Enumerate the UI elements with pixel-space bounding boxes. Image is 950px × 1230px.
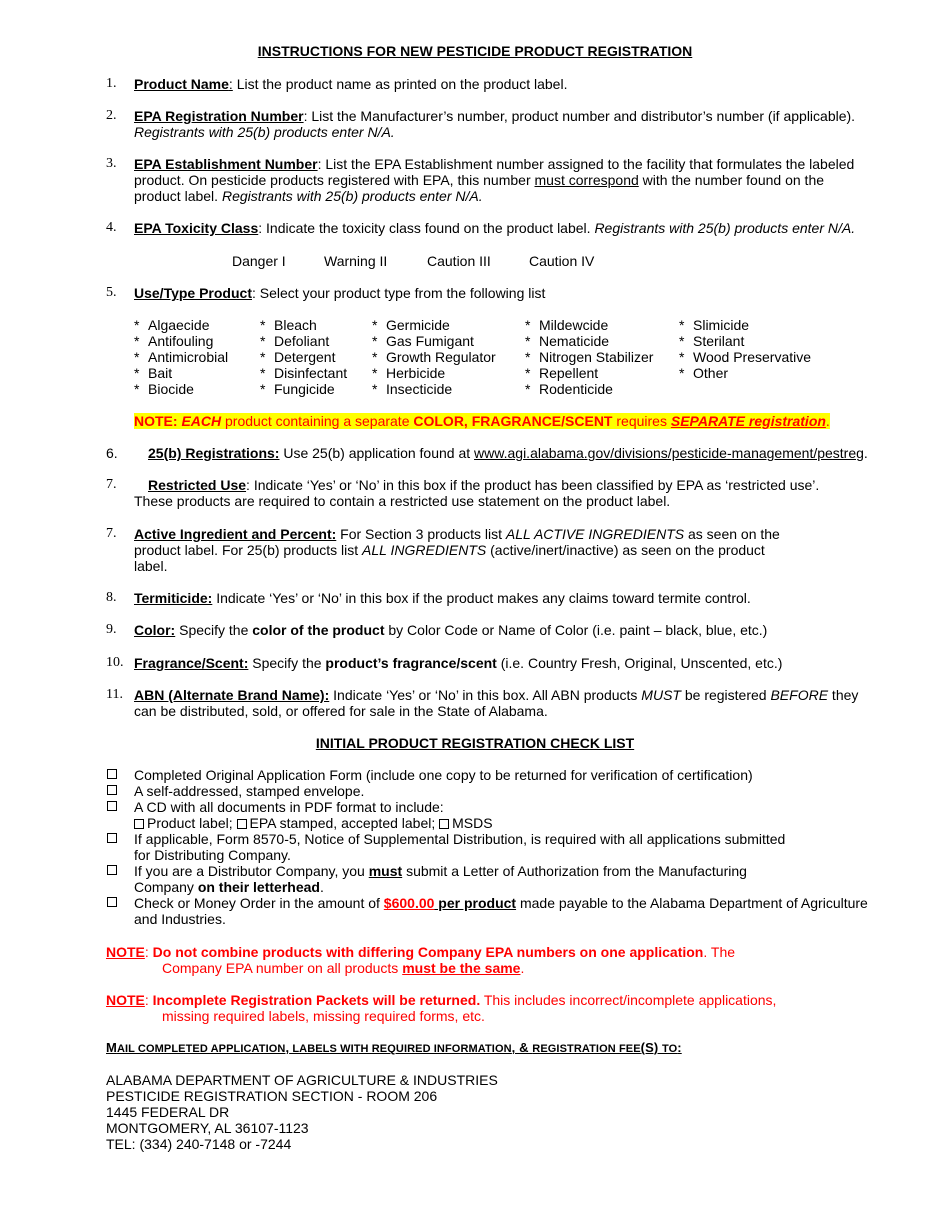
mail-heading: MAIL COMPLETED APPLICATION, LABELS WITH REQUIRED INFORMATION, & REGISTRATION FEE(S) TO: <box>106 1040 682 1055</box>
list-item: * Mildewcide <box>525 317 609 333</box>
checklist-item: A CD with all documents in PDF format to include: <box>134 799 444 815</box>
item-termiticide: Termiticide: Indicate ‘Yes’ or ‘No’ in this box if the product makes any claims toward termite control. <box>134 590 751 606</box>
item-number: 9. <box>106 622 117 637</box>
item-use-type-product: Use/Type Product: Select your product type from the following list <box>134 285 546 301</box>
list-item: * Slimicide <box>679 317 750 333</box>
item-epa-establishment-number: EPA Establishment Number: List the EPA Establishment number assigned to the facility that formulates the labeled <box>134 156 855 172</box>
checklist-title: INITIAL PRODUCT REGISTRATION CHECK LIST <box>315 735 635 751</box>
checkbox[interactable] <box>107 801 117 811</box>
list-item: * Disinfectant <box>260 365 348 381</box>
item-text-line: can be distributed, sold, or offered for sale in the State of Alabama. <box>134 703 548 719</box>
item-number: 8. <box>106 590 117 605</box>
item-number: 11. <box>106 687 123 702</box>
pestreg-link[interactable]: www.agi.alabama.gov/divisions/pesticide-management/pestreg <box>474 445 864 461</box>
item-label: Restricted Use <box>148 477 247 493</box>
item-epa-toxicity-class: EPA Toxicity Class: Indicate the toxicity class found on the product label. Registrants with 25(b) products enter N/A. <box>134 220 856 236</box>
item-number: 7. <box>106 526 117 541</box>
list-item: * Sterilant <box>679 333 745 349</box>
list-item: * Bleach <box>260 317 317 333</box>
item-active-ingredient: Active Ingredient and Percent: For Section 3 products list ALL ACTIVE INGREDIENTS as seen on the <box>134 526 780 542</box>
checkbox[interactable] <box>439 819 449 829</box>
item-abn: ABN (Alternate Brand Name): Indicate ‘Yes’ or ‘No’ in this box. All ABN products MUST be registered BEFORE they <box>134 687 859 703</box>
list-item: * Germicide <box>372 317 450 333</box>
item-label: Termiticide: <box>134 590 213 606</box>
product-type-column <box>260 317 347 397</box>
page-title: INSTRUCTIONS FOR NEW PESTICIDE PRODUCT REGISTRATION <box>257 43 693 59</box>
list-item: * Detergent <box>260 349 336 365</box>
item-text-line: product label. Registrants with 25(b) products enter N/A. <box>134 188 483 204</box>
address-line: MONTGOMERY, AL 36107-1123 <box>106 1120 309 1136</box>
list-item: * Insecticide <box>372 381 453 397</box>
address-line: PESTICIDE REGISTRATION SECTION - ROOM 206 <box>106 1088 438 1104</box>
list-item: * Biocide <box>134 381 194 397</box>
item-text-line: product. On pesticide products registered with EPA, this number must correspond with the number found on the <box>134 172 825 188</box>
item-note: Registrants with 25(b) products enter N/A. <box>134 124 395 140</box>
checklist-item: Completed Original Application Form (include one copy to be returned for verification of certification) <box>134 767 753 783</box>
toxicity-class-warning: Warning II <box>324 253 388 269</box>
item-product-name: Product Name: List the product name as printed on the product label. <box>134 76 568 92</box>
product-type-column <box>372 317 496 397</box>
list-item: * Algaecide <box>134 317 210 333</box>
checklist-item-line: for Distributing Company. <box>134 847 291 863</box>
list-item: * Nitrogen Stabilizer <box>525 349 654 365</box>
note-incomplete-packets: NOTE: Incomplete Registration Packets will be returned. This includes incorrect/incomplete applications, <box>106 992 777 1008</box>
item-label: 25(b) Registrations: <box>148 445 280 461</box>
toxicity-class-caution-iii: Caution III <box>427 253 491 269</box>
list-item: * Repellent <box>525 365 599 381</box>
note-line: Company EPA number on all products must be the same. <box>162 960 525 976</box>
list-item: * Herbicide <box>372 365 446 381</box>
product-type-column <box>679 317 811 381</box>
checklist-item-line: Company on their letterhead. <box>134 879 324 895</box>
list-item: * Gas Fumigant <box>372 333 474 349</box>
item-label: Use/Type Product <box>134 285 252 301</box>
item-label: Fragrance/Scent: <box>134 655 249 671</box>
list-item: * Wood Preservative <box>679 349 812 365</box>
product-type-column <box>134 317 228 397</box>
checklist-item: If you are a Distributor Company, you must submit a Letter of Authorization from the Manufacturing <box>134 863 747 879</box>
checkbox[interactable] <box>237 819 247 829</box>
item-25b-registrations: 25(b) Registrations: Use 25(b) application found at www.agi.alabama.gov/divisions/pesticide-management/pestreg. <box>148 445 868 461</box>
item-label: EPA Establishment Number <box>134 156 318 172</box>
item-text-line: product label. For 25(b) products list ALL INGREDIENTS (active/inert/inactive) as seen on the product <box>134 542 765 558</box>
checkbox[interactable] <box>107 897 117 907</box>
note-epa-numbers: NOTE: Do not combine products with differing Company EPA numbers on one application. The <box>106 944 736 960</box>
checkbox[interactable] <box>107 769 117 779</box>
item-number: 2. <box>106 108 117 123</box>
item-label: EPA Registration Number <box>134 108 304 124</box>
item-text-line: These products are required to contain a restricted use statement on the product label. <box>134 493 671 509</box>
address-line: ALABAMA DEPARTMENT OF AGRICULTURE & INDUSTRIES <box>106 1072 498 1088</box>
item-number: 6. <box>106 445 118 461</box>
item-number: 5. <box>106 285 117 300</box>
list-item: * Growth Regulator <box>372 349 496 365</box>
address-line: 1445 FEDERAL DR <box>106 1104 230 1120</box>
list-item: * Bait <box>134 365 173 381</box>
item-fragrance-scent: Fragrance/Scent: Specify the product’s fragrance/scent (i.e. Country Fresh, Original, Unscented, etc.) <box>134 655 783 671</box>
item-label: Active Ingredient and Percent: <box>134 526 337 542</box>
item-color: Color: Specify the color of the product by Color Code or Name of Color (i.e. paint – black, blue, etc.) <box>134 622 768 638</box>
item-restricted-use: Restricted Use: Indicate ‘Yes’ or ‘No’ in this box if the product has been classified by EPA as ‘restricted use’. <box>148 477 820 493</box>
item-number: 10. <box>106 655 124 670</box>
list-item: * Rodenticide <box>525 381 613 397</box>
item-text-line: label. <box>134 558 168 574</box>
checkbox[interactable] <box>107 833 117 843</box>
list-item: * Nematicide <box>525 333 610 349</box>
item-number: 3. <box>106 156 117 171</box>
checklist-item: If applicable, Form 8570-5, Notice of Supplemental Distribution, is required with all applications submitted <box>134 831 786 847</box>
phone-line: TEL: (334) 240-7148 or -7244 <box>106 1136 292 1152</box>
item-epa-registration-number: EPA Registration Number: List the Manufacturer’s number, product number and distributor’s number (if applicable). <box>134 108 856 124</box>
checklist-item-line: and Industries. <box>134 911 226 927</box>
checklist-item: A self-addressed, stamped envelope. <box>134 783 365 799</box>
toxicity-class-caution-iv: Caution IV <box>529 253 595 269</box>
list-item: * Antifouling <box>134 333 214 349</box>
item-label: ABN (Alternate Brand Name): <box>134 687 330 703</box>
list-item: * Antimicrobial <box>134 349 229 365</box>
note-line: missing required labels, missing required forms, etc. <box>162 1008 485 1024</box>
item-label: Color: <box>134 622 176 638</box>
product-type-column <box>525 317 653 397</box>
list-item: * Other <box>679 365 729 381</box>
list-item: * Defoliant <box>260 333 330 349</box>
checkbox[interactable] <box>134 819 144 829</box>
list-item: * Fungicide <box>260 381 335 397</box>
checkbox[interactable] <box>107 785 117 795</box>
checkbox[interactable] <box>107 865 117 875</box>
item-label: Product Name <box>134 76 229 92</box>
fee-amount: $600.00 <box>383 895 435 911</box>
item-label: EPA Toxicity Class <box>134 220 259 236</box>
checklist-subitems: Product label; EPA stamped, accepted label; MSDS <box>134 815 493 831</box>
toxicity-class-danger: Danger I <box>232 253 286 269</box>
checklist-item: Check or Money Order in the amount of $600.00 per product made payable to the Alabama Department of Agriculture <box>134 895 868 911</box>
item-number: 4. <box>106 220 117 235</box>
item-number: 1. <box>106 76 117 91</box>
item-number: 7. <box>106 477 117 492</box>
separate-registration-note: NOTE: EACH product containing a separate COLOR, FRAGRANCE/SCENT requires SEPARATE registration. <box>134 413 830 429</box>
